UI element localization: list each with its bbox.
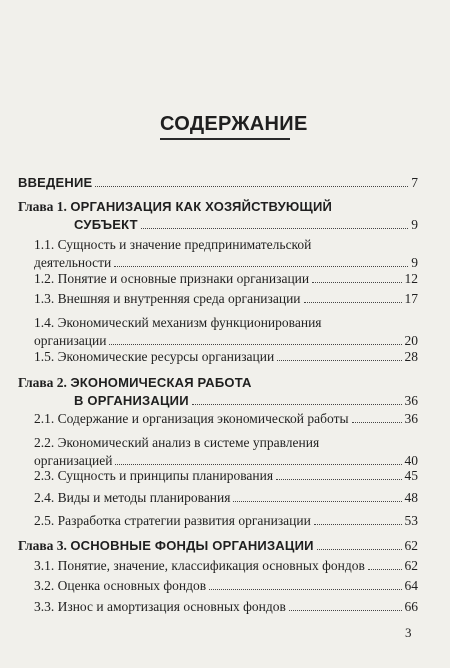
toc-chapter-1[interactable] [18, 198, 418, 234]
toc-section-1-4-line2: организации [34, 333, 107, 349]
leader-dots [317, 537, 402, 550]
toc-section-1-4[interactable] [34, 314, 418, 350]
toc-section-3-3[interactable] [34, 598, 418, 616]
toc-section-3-2-title: 3.2. Оценка основных фондов [34, 578, 207, 594]
toc-chapter-2[interactable] [18, 374, 418, 410]
toc-chapter-1-page: 9 [411, 217, 418, 233]
toc-section-1-4-line1: 1.4. Экономический механизм функционирования [34, 315, 322, 330]
toc-section-3-1[interactable] [34, 557, 418, 575]
toc-section-3-1-page: 62 [404, 558, 418, 574]
toc-section-2-2[interactable] [34, 434, 418, 470]
toc-chapter-1-line1 [18, 198, 332, 216]
leader-dots [109, 332, 401, 345]
toc-section-1-3-title: 1.3. Внешняя и внутренняя среда организации [34, 291, 301, 307]
leader-dots [277, 348, 401, 361]
toc-section-1-2-title: 1.2. Понятие и основные признаки организации [34, 271, 310, 287]
chapter-label: Глава 2. [18, 375, 67, 390]
toc-section-1-5[interactable] [34, 348, 418, 366]
leader-dots [304, 290, 402, 303]
toc-section-1-5-page: 28 [404, 349, 418, 365]
toc-section-2-2-line1: 2.2. Экономический анализ в системе управления [34, 435, 320, 450]
leader-dots [192, 392, 402, 405]
leader-dots [289, 598, 402, 611]
toc-section-2-1-title: 2.1. Содержание и организация экономической работы [34, 411, 349, 427]
chapter-label: Глава 3. [18, 538, 67, 554]
toc-section-1-1-line2: деятельности [34, 255, 112, 271]
toc-section-2-2-page: 40 [404, 453, 418, 469]
toc-chapter-2-page: 36 [404, 393, 418, 409]
toc-chapter-2-line1 [18, 374, 252, 392]
chapter-title: ЭКОНОМИЧЕСКАЯ РАБОТА [70, 375, 252, 390]
toc-section-3-2[interactable] [34, 577, 418, 595]
toc-section-1-1-page: 9 [411, 255, 418, 271]
leader-dots [368, 557, 402, 570]
toc-intro[interactable] [18, 174, 418, 192]
toc-chapter-3-page: 62 [404, 538, 418, 554]
leader-dots [141, 216, 409, 229]
toc-section-2-4[interactable] [34, 489, 418, 507]
toc-section-2-4-title: 2.4. Виды и методы планирования [34, 490, 231, 506]
toc-chapter-3[interactable] [18, 537, 418, 555]
toc-section-2-1-page: 36 [404, 411, 418, 427]
toc-section-3-2-page: 64 [404, 578, 418, 594]
leader-dots [114, 254, 408, 267]
toc-section-3-3-page: 66 [404, 599, 418, 615]
title-underline [160, 138, 290, 140]
toc-section-3-1-title: 3.1. Понятие, значение, классификация основных фондов [34, 558, 365, 574]
toc-chapter-3-line1 [18, 537, 314, 555]
toc-chapter-2-line2: В ОРГАНИЗАЦИИ [74, 393, 189, 409]
chapter-title: ОСНОВНЫЕ ФОНДЫ ОРГАНИЗАЦИИ [70, 538, 314, 554]
leader-dots [314, 512, 402, 525]
leader-dots [312, 270, 401, 283]
toc-section-1-3-page: 17 [404, 291, 418, 307]
toc-section-1-1[interactable] [34, 236, 418, 272]
toc-section-2-5[interactable] [34, 512, 418, 530]
leader-dots [209, 577, 401, 590]
leader-dots [115, 452, 401, 465]
leader-dots [95, 174, 408, 187]
toc-section-2-3-page: 45 [404, 468, 418, 484]
toc-section-1-3[interactable] [34, 290, 418, 308]
page-title: СОДЕРЖАНИЕ [160, 113, 308, 135]
toc-section-2-2-line2: организацией [34, 453, 113, 469]
heading-block [160, 112, 308, 140]
toc-intro-title: ВВЕДЕНИЕ [18, 175, 93, 191]
chapter-title: ОРГАНИЗАЦИЯ КАК ХОЗЯЙСТВУЮЩИЙ [70, 199, 333, 214]
toc-section-1-1-line1: 1.1. Сущность и значение предпринимательской [34, 237, 312, 252]
toc-section-2-5-page: 53 [404, 513, 418, 529]
page-number: 3 [405, 625, 412, 640]
leader-dots [276, 467, 401, 480]
toc-section-2-3[interactable] [34, 467, 418, 485]
toc-section-2-5-title: 2.5. Разработка стратегии развития организации [34, 513, 311, 529]
toc-section-1-2-page: 12 [404, 271, 418, 287]
chapter-label: Глава 1. [18, 199, 67, 214]
toc-section-2-1[interactable] [34, 410, 418, 428]
toc-section-2-4-page: 48 [404, 490, 418, 506]
toc-section-1-4-page: 20 [404, 333, 418, 349]
toc-chapter-1-line2: СУБЪЕКТ [74, 217, 138, 233]
toc-section-2-3-title: 2.3. Сущность и принципы планирования [34, 468, 274, 484]
leader-dots [352, 410, 402, 423]
toc-section-1-2[interactable] [34, 270, 418, 288]
toc-intro-page: 7 [411, 175, 418, 191]
toc-section-3-3-title: 3.3. Износ и амортизация основных фондов [34, 599, 286, 615]
leader-dots [233, 489, 401, 502]
toc-section-1-5-title: 1.5. Экономические ресурсы организации [34, 349, 275, 365]
